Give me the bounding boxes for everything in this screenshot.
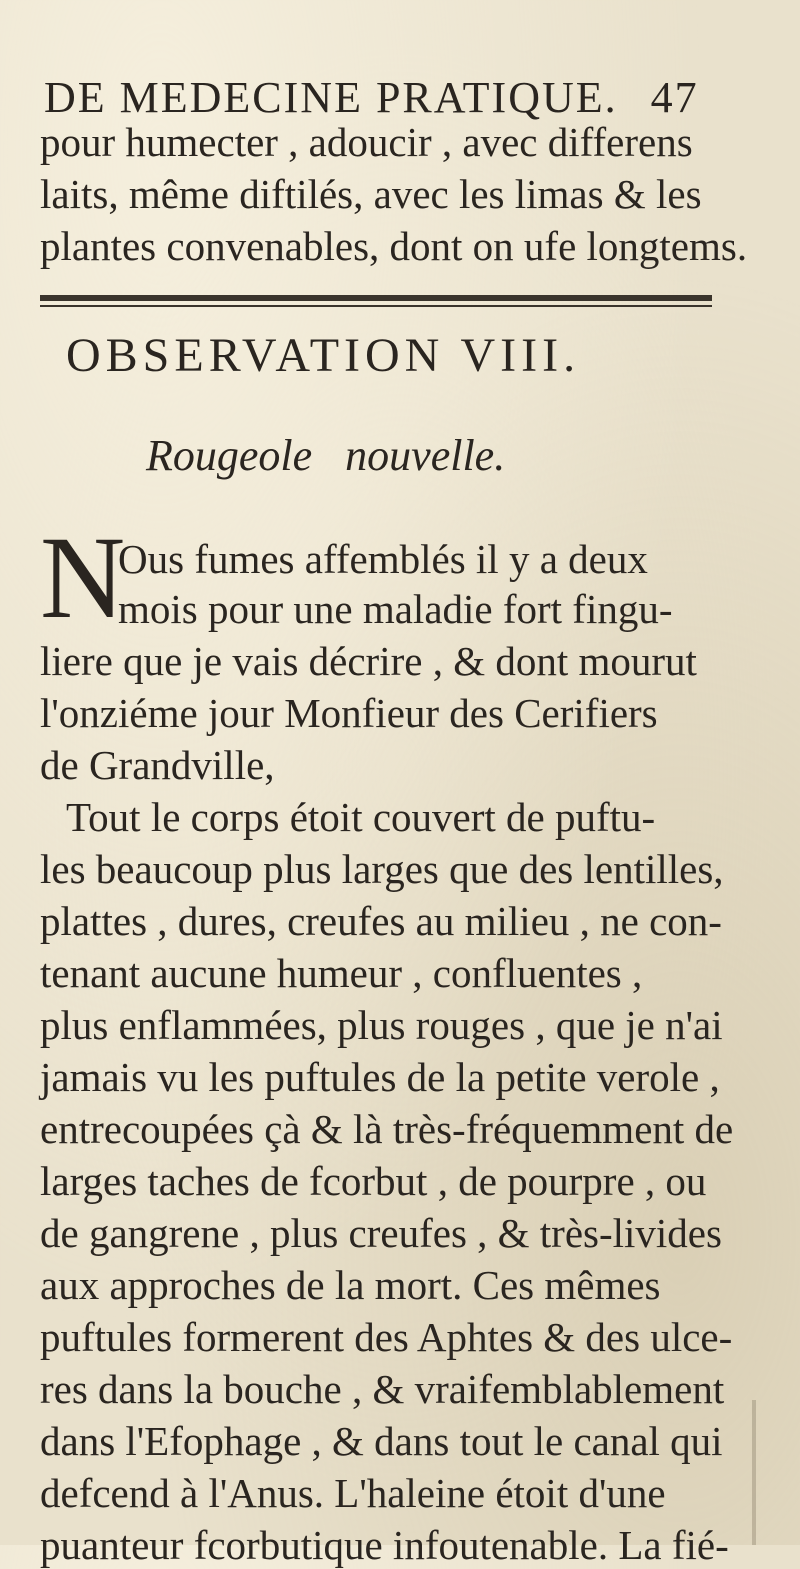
text-line: puftules formerent des Aphtes & des ulce- bbox=[40, 1314, 733, 1360]
text-line: plus enflammées, plus rouges , que je n'ai bbox=[40, 1002, 723, 1048]
text-line: dans l'Efophage , & dans tout le canal qui bbox=[40, 1418, 723, 1464]
text-line: defcend à l'Anus. L'haleine étoit d'une bbox=[40, 1470, 666, 1516]
running-head-title: DE MEDECINE PRATIQUE. bbox=[44, 73, 618, 122]
text-line: les beaucoup plus larges que des lentilles, bbox=[40, 846, 724, 892]
text-line: plattes , dures, creufes au milieu , ne con- bbox=[40, 898, 722, 944]
text-line: mois pour une maladie fort fingu- bbox=[118, 586, 673, 632]
observation-subtitle: Rougeole nouvelle. bbox=[146, 431, 506, 480]
text-line: de gangrene , plus creufes , & très-livides bbox=[40, 1210, 722, 1256]
drop-cap: N bbox=[40, 512, 126, 643]
text-line: Tout le corps étoit couvert de puftu- bbox=[66, 794, 656, 840]
section-divider-rule bbox=[40, 295, 712, 307]
text-line: Ous fumes affemblés il y a deux bbox=[118, 536, 648, 582]
page-number: 47 bbox=[650, 73, 699, 122]
text-line: puanteur fcorbutique infoutenable. La fié- bbox=[40, 1522, 729, 1568]
text-line: de Grandville, bbox=[40, 742, 275, 788]
text-line: larges taches de fcorbut , de pourpre , ou bbox=[40, 1158, 707, 1204]
text-line: liere que je vais décrire , & dont mourut bbox=[40, 638, 697, 684]
text-line: entrecoupées çà & là très-fréquemment de bbox=[40, 1106, 734, 1152]
text-line: pour humecter , adoucir , avec differens bbox=[40, 119, 693, 165]
text-line: res dans la bouche , & vraifemblablement bbox=[40, 1366, 725, 1412]
text-line: l'onziéme jour Monfieur des Cerifiers bbox=[40, 690, 658, 736]
observation-title: OBSERVATION VIII. bbox=[66, 329, 581, 382]
paper-stain bbox=[752, 1400, 756, 1545]
text-line: tenant aucune humeur , confluentes , bbox=[40, 950, 643, 996]
text-line: aux approches de la mort. Ces mêmes bbox=[40, 1262, 661, 1308]
text-line: plantes convenables, dont on ufe longtems. bbox=[40, 223, 748, 269]
text-line: laits, même diftilés, avec les limas & les bbox=[40, 171, 702, 217]
running-head bbox=[44, 72, 704, 123]
text-line: jamais vu les puftules de la petite verole , bbox=[40, 1054, 720, 1100]
